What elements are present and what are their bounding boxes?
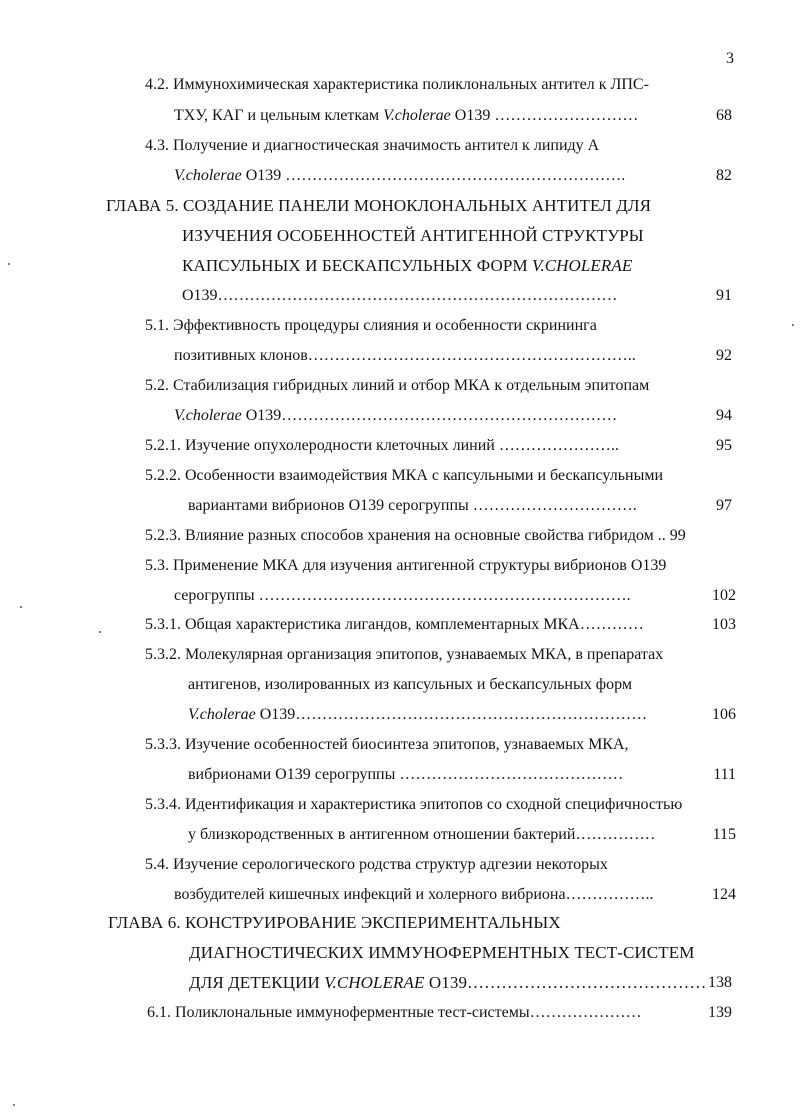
- toc-page-number: 92: [716, 347, 732, 364]
- toc-page-number: 95: [716, 437, 732, 454]
- toc-page-number: 97: [716, 497, 732, 514]
- toc-line: 5.2. Стабилизация гибридных линий и отбор МКА к отдельным эпитопам: [145, 377, 650, 394]
- chapter-heading: ДЛЯ ДЕТЕКЦИИ V.CHOLERAE О139……………………………………: [189, 973, 707, 992]
- toc-line: 4.2. Иммунохимическая характеристика поликлональных антител к ЛПС-: [145, 76, 649, 93]
- toc-line: 6.1. Поликлональные иммуноферментные тест-системы…………………: [147, 1004, 642, 1021]
- toc-page-number: 102: [712, 587, 736, 604]
- toc-line: антигенов, изолированных из капсульных и бескапсульных форм: [188, 676, 632, 693]
- toc-page-number: 124: [712, 886, 736, 903]
- chapter-heading: ГЛАВА 6. КОНСТРУИРОВАНИЕ ЭКСПЕРИМЕНТАЛЬНЫХ: [108, 913, 561, 932]
- toc-line: 5.1. Эффективность процедуры слияния и особенности скрининга: [145, 317, 597, 334]
- chapter-heading: ИЗУЧЕНИЯ ОСОБЕННОСТЕЙ АНТИГЕННОЙ СТРУКТУРЫ: [182, 226, 644, 245]
- toc-line: серогруппы …………………………………………………………….: [174, 587, 631, 604]
- scan-speck: [99, 631, 101, 633]
- toc-line: у близкородственных в антигенном отношении бактерий……………: [188, 826, 656, 843]
- chapter-heading: КАПСУЛЬНЫХ И БЕСКАПСУЛЬНЫХ ФОРМ V.CHOLERAE: [182, 256, 633, 275]
- toc-line: О139…………………………………………………………………: [182, 287, 618, 304]
- toc-line: позитивных клонов……………………………………………………..: [174, 347, 636, 364]
- toc-line: вибрионами О139 серогруппы ……………………………………: [188, 766, 624, 783]
- toc-page-number: 103: [712, 616, 736, 633]
- toc-page-number: 82: [716, 167, 732, 184]
- toc-line: V.cholerae О139 ……………………………………………………….: [174, 167, 626, 184]
- toc-page-number: 115: [712, 826, 736, 843]
- toc-line: вариантами вибрионов О139 серогруппы ………………………….: [188, 497, 637, 514]
- page-number: 3: [726, 50, 734, 67]
- toc-line: 5.3.1. Общая характеристика лигандов, комплементарных МКА…………: [145, 616, 644, 633]
- chapter-heading: ДИАГНОСТИЧЕСКИХ ИММУНОФЕРМЕНТНЫХ ТЕСТ-СИСТЕМ: [189, 943, 695, 962]
- toc-line: 5.3.4. Идентификация и характеристика эпитопов со сходной специфичностью: [145, 796, 683, 813]
- chapter-heading: ГЛАВА 5. СОЗДАНИЕ ПАНЕЛИ МОНОКЛОНАЛЬНЫХ АНТИТЕЛ ДЛЯ: [106, 196, 652, 215]
- scan-speck: [20, 606, 22, 608]
- scan-speck: [13, 1104, 15, 1106]
- toc-page-number: 111: [713, 766, 736, 783]
- toc-line: 5.2.3. Влияние разных способов хранения на основные свойства гибридом .. 99: [145, 527, 686, 544]
- toc-line: 5.4. Изучение серологического родства структур адгезии некоторых: [145, 856, 608, 873]
- toc-line: V.cholerae О139…………………………………………………………: [188, 706, 648, 723]
- toc-page-number: 106: [712, 706, 736, 723]
- toc-page-number: 138: [708, 974, 732, 991]
- toc-line: 5.2.1. Изучение опухолеродности клеточных линий …………………..: [145, 437, 619, 454]
- scan-speck: [8, 263, 10, 265]
- toc-page-number: 91: [716, 287, 732, 304]
- toc-line: 5.2.2. Особенности взаимодействия МКА с капсульными и бескапсульными: [145, 467, 663, 484]
- toc-page-number: 68: [716, 107, 732, 124]
- toc-line: 5.3.2. Молекулярная организация эпитопов, узнаваемых МКА, в препаратах: [145, 646, 664, 663]
- toc-line: 5.3. Применение МКА для изучения антигенной структуры вибрионов О139: [145, 557, 667, 574]
- toc-page-number: 139: [708, 1004, 732, 1021]
- toc-line: V.cholerae О139………………………………………………………: [174, 407, 618, 424]
- toc-page-number: 94: [716, 407, 732, 424]
- scan-speck: [792, 324, 794, 326]
- toc-line: ТХУ, КАГ и цельным клеткам V.cholerae О139 ………………………: [174, 107, 639, 124]
- toc-line: 5.3.3. Изучение особенностей биосинтеза эпитопов, узнаваемых МКА,: [145, 736, 629, 753]
- toc-line: 4.3. Получение и диагностическая значимость антител к липиду А: [145, 137, 600, 154]
- toc-line: возбудителей кишечных инфекций и холерного вибриона……………..: [174, 886, 654, 903]
